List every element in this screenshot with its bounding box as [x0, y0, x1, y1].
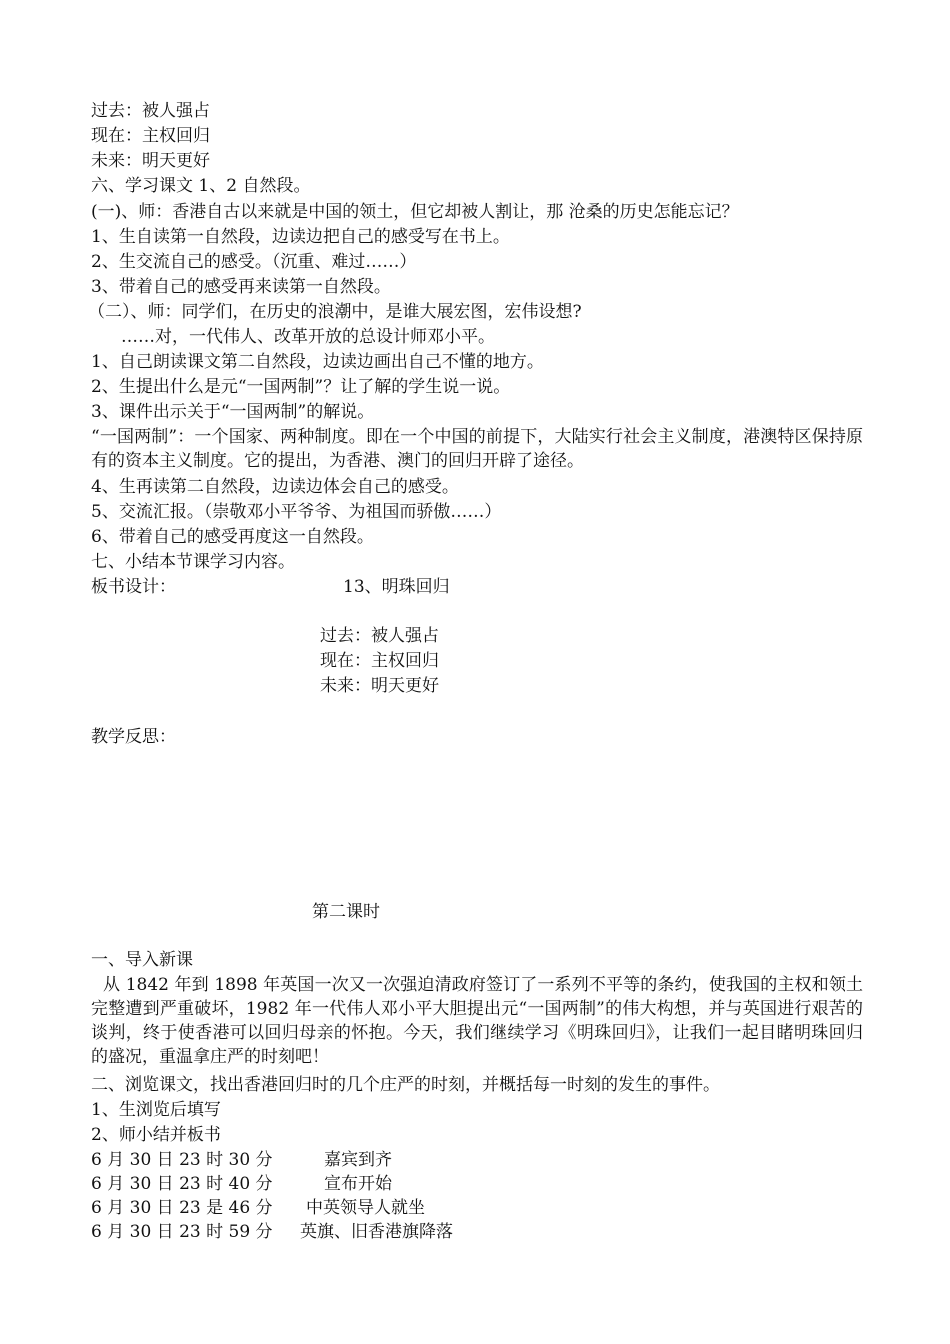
timeline-time: 6 月 30 日 23 是 46 分: [91, 1198, 273, 1218]
part-1-step: 3、带着自己的感受再来读第一自然段。: [91, 277, 391, 297]
part-2-step: 5、交流汇报。（崇敬邓小平爷爷、为祖国而骄傲……）: [91, 502, 502, 522]
section-6-heading: 六、学习课文 1、2 自然段。: [91, 176, 311, 196]
part-2-step: 1、自己朗读课文第二自然段，边读边画出自己不懂的地方。: [91, 352, 544, 372]
part-2-step: 2、生提出什么是元“一国两制”？让了解的学生说一说。: [91, 377, 511, 397]
lesson-2-title: 第二课时: [312, 902, 380, 922]
part-1-step: 1、生自读第一自然段，边读边把自己的感受写在书上。: [91, 227, 510, 247]
timeline-time: 6 月 30 日 23 时 30 分: [91, 1150, 273, 1170]
timeline-row: [91, 1220, 453, 1244]
summary-past: 过去：被人强占: [91, 101, 210, 121]
part-2-step: 6、带着自己的感受再度这一自然段。: [91, 527, 374, 547]
board-design-title: 13、明珠回归: [343, 577, 450, 597]
timeline-event: 中英领导人就坐: [306, 1198, 425, 1218]
part-2-answer: ……对，一代伟人、改革开放的总设计师邓小平。: [121, 327, 495, 347]
lesson-2-section-2-heading: 二、浏览课文，找出香港回归时的几个庄严的时刻，并概括每一时刻的发生的事件。: [91, 1075, 720, 1095]
part-2-step: 4、生再读第二自然段，边读边体会自己的感受。: [91, 477, 459, 497]
section-7-heading: 七、小结本节课学习内容。: [91, 552, 295, 572]
teaching-reflection-label: 教学反思：: [91, 727, 176, 747]
lesson-2-step: 2、师小结并板书: [91, 1125, 221, 1145]
timeline-row: [91, 1196, 425, 1220]
part-2-step: 3、课件出示关于“一国两制”的解说。: [91, 402, 375, 422]
summary-future: 未来：明天更好: [91, 151, 210, 171]
timeline-event: 宣布开始: [324, 1174, 392, 1194]
part-1-step: 2、生交流自己的感受。（沉重、难过……）: [91, 252, 417, 272]
one-country-two-systems-definition: “一国两制”：一个国家、两种制度。即在一个中国的前提下，大陆实行社会主义制度，港澳特区保持原有的资本主义制度。它的提出，为香港、澳门的回归开辟了途径。: [91, 427, 863, 471]
timeline-time: 6 月 30 日 23 时 40 分: [91, 1174, 273, 1194]
lesson-2-step: 1、生浏览后填写: [91, 1100, 221, 1120]
lesson-2-intro-paragraph: 从 1842 年到 1898 年英国一次又一次强迫清政府签订了一系列不平等的条约，使我国的主权和领土完整遭到严重破坏，1982 年一代伟人邓小平大胆提出元“一国两制”的伟大构想，并与英国进行艰苦的谈判，终于使香港可以回归母亲的怀抱。今天，我们继续学习《明珠回归》，让我们一起目睹明珠回归的盛况，重温拿庄严的时刻吧！: [91, 975, 863, 1067]
timeline-time: 6 月 30 日 23 时 59 分: [91, 1222, 273, 1242]
board-design-label: 板书设计：: [91, 577, 176, 597]
part-2-intro: （二）、师：同学们，在历史的浪潮中，是谁大展宏图，宏伟设想?: [88, 302, 582, 322]
board-line-future: 未来：明天更好: [320, 676, 439, 696]
board-line-present: 现在：主权回归: [320, 651, 439, 671]
timeline-row: [91, 1148, 392, 1172]
lesson-2-section-1-heading: 一、导入新课: [91, 950, 193, 970]
board-design: [91, 575, 450, 599]
summary-present: 现在：主权回归: [91, 126, 210, 146]
part-1-intro: (一)、师：香港自古以来就是中国的领土，但它却被人割让，那 沧桑的历史怎能忘记？: [91, 202, 739, 222]
timeline-event: 英旗、旧香港旗降落: [300, 1222, 453, 1242]
board-line-past: 过去：被人强占: [320, 626, 439, 646]
timeline-row: [91, 1172, 392, 1196]
timeline-event: 嘉宾到齐: [324, 1150, 392, 1170]
